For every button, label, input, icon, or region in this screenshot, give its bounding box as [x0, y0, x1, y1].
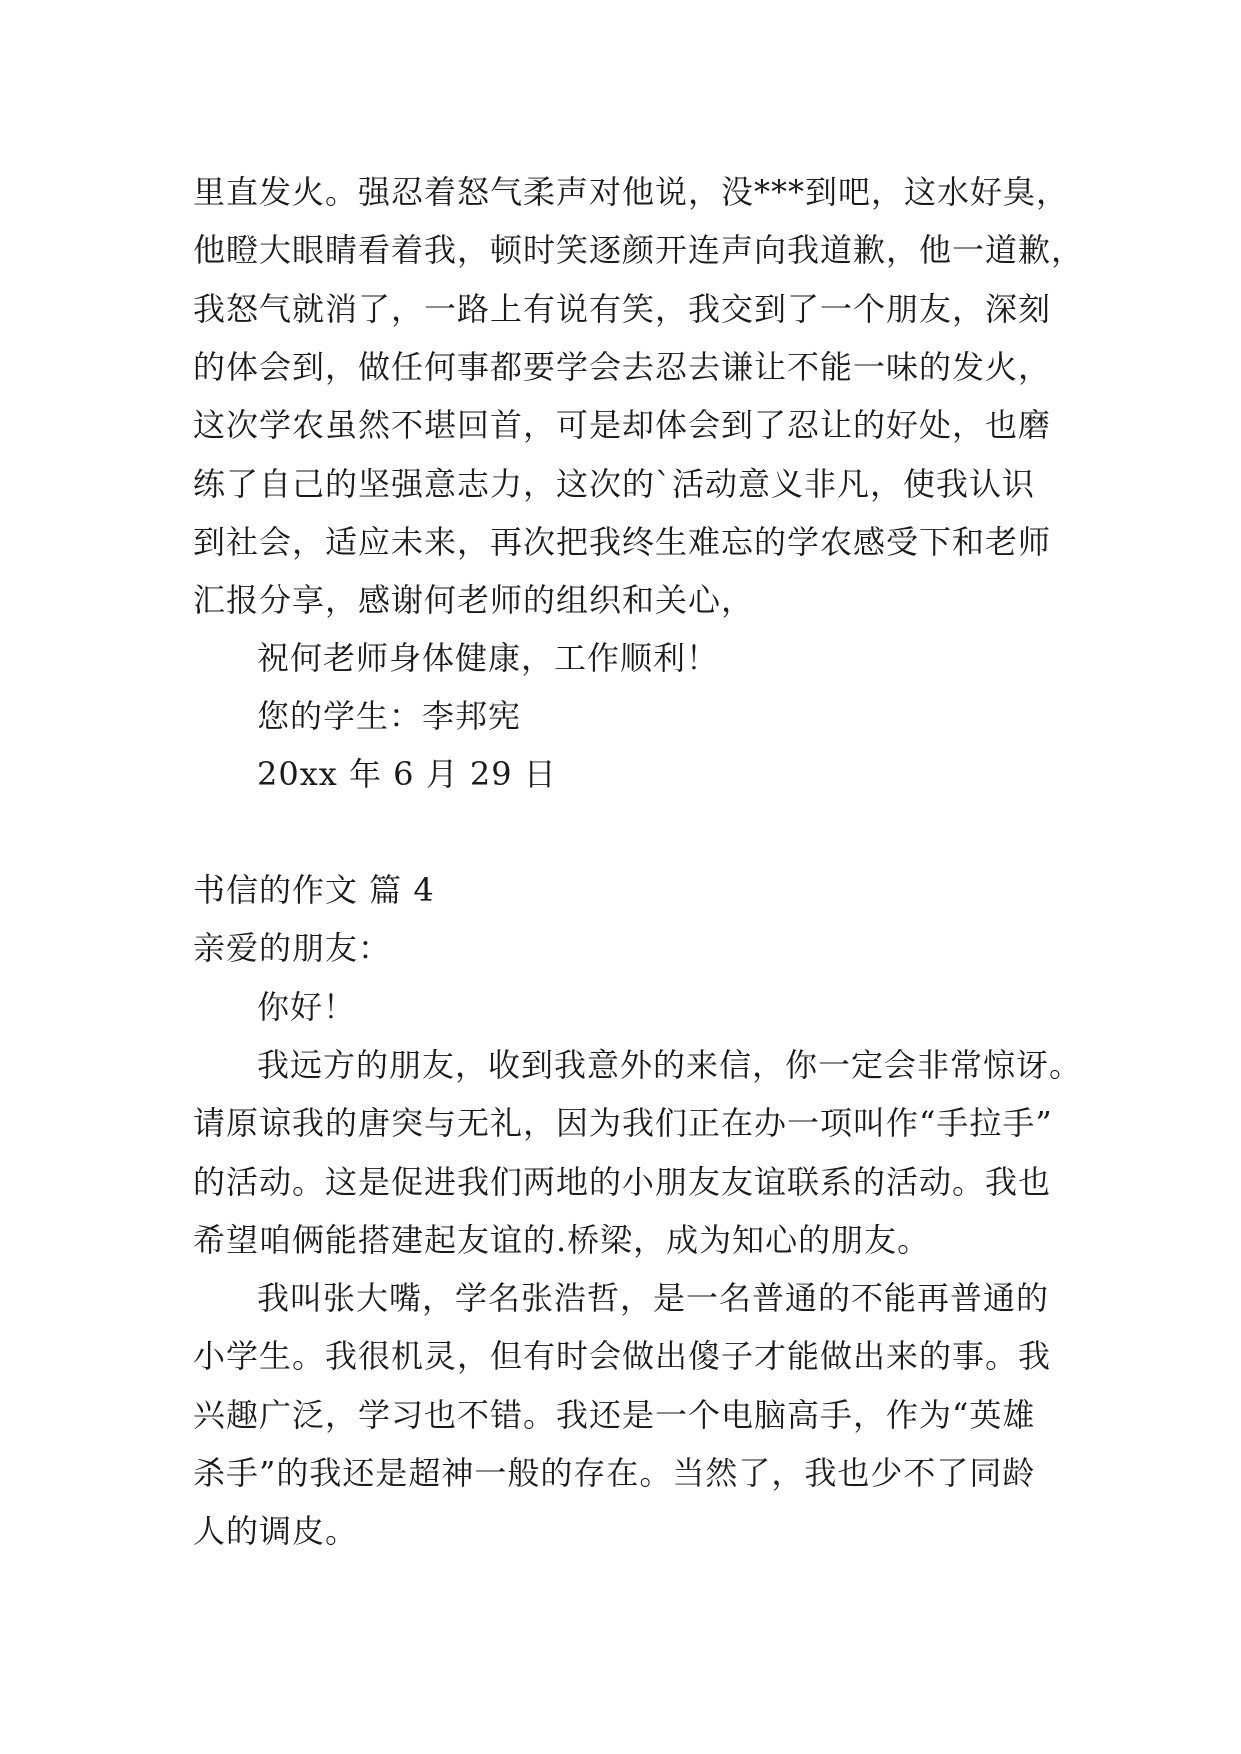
- section-title: 书信的作文 篇 4: [193, 871, 435, 909]
- paragraph-line: 我叫张大嘴，学名张浩哲，是一名普通的不能再普通的: [257, 1279, 1050, 1317]
- paragraph-line: 的活动。这是促进我们两地的小朋友友谊联系的活动。我也: [193, 1163, 1052, 1201]
- text-line: 汇报分享，感谢何老师的组织和关心，: [193, 581, 755, 619]
- salutation: 亲爱的朋友：: [193, 929, 392, 967]
- paragraph-line: 杀手”的我还是超神一般的存在。当然了，我也少不了同龄: [193, 1454, 1036, 1492]
- greeting: 你好！: [257, 988, 357, 1026]
- paragraph-line: 请原谅我的唐突与无礼，因为我们正在办一项叫作“手拉手”: [193, 1104, 1053, 1142]
- paragraph-line: 小学生。我很机灵，但有时会做出傻子才能做出来的事。我: [193, 1337, 1052, 1375]
- text-line: 他瞪大眼睛看着我，顿时笑逐颜开连声向我道歉，他一道歉，: [193, 231, 1085, 269]
- text-line: 我怒气就消了，一路上有说有笑，我交到了一个朋友，深刻: [193, 290, 1052, 328]
- paragraph-line: 希望咱俩能搭建起友谊的.桥梁，成为知心的朋友。: [193, 1221, 931, 1259]
- text-line: 练了自己的坚强意志力，这次的`活动意义非凡，使我认识: [193, 465, 1036, 503]
- text-line: 到社会，适应未来，再次把我终生难忘的学农感受下和老师: [193, 523, 1052, 561]
- text-line: 这次学农虽然不堪回首，可是却体会到了忍让的好处，也磨: [193, 406, 1052, 444]
- closing-wish: 祝何老师身体健康，工作顺利！: [257, 639, 720, 677]
- paragraph-line: 人的调皮。: [193, 1512, 359, 1550]
- paragraph-line: 兴趣广泛，学习也不错。我还是一个电脑高手，作为“英雄: [193, 1396, 1036, 1434]
- text-line: 的体会到，做任何事都要学会去忍去谦让不能一味的发火，: [193, 348, 1052, 386]
- signature: 您的学生：李邦宪: [257, 697, 522, 735]
- letter-date: 20xx 年 6 月 29 日: [257, 755, 557, 793]
- paragraph-line: 我远方的朋友，收到我意外的来信，你一定会非常惊讶。: [257, 1046, 1083, 1084]
- text-line: 里直发火。强忍着怒气柔声对他说，没***到吧，这水好臭，: [193, 173, 1070, 211]
